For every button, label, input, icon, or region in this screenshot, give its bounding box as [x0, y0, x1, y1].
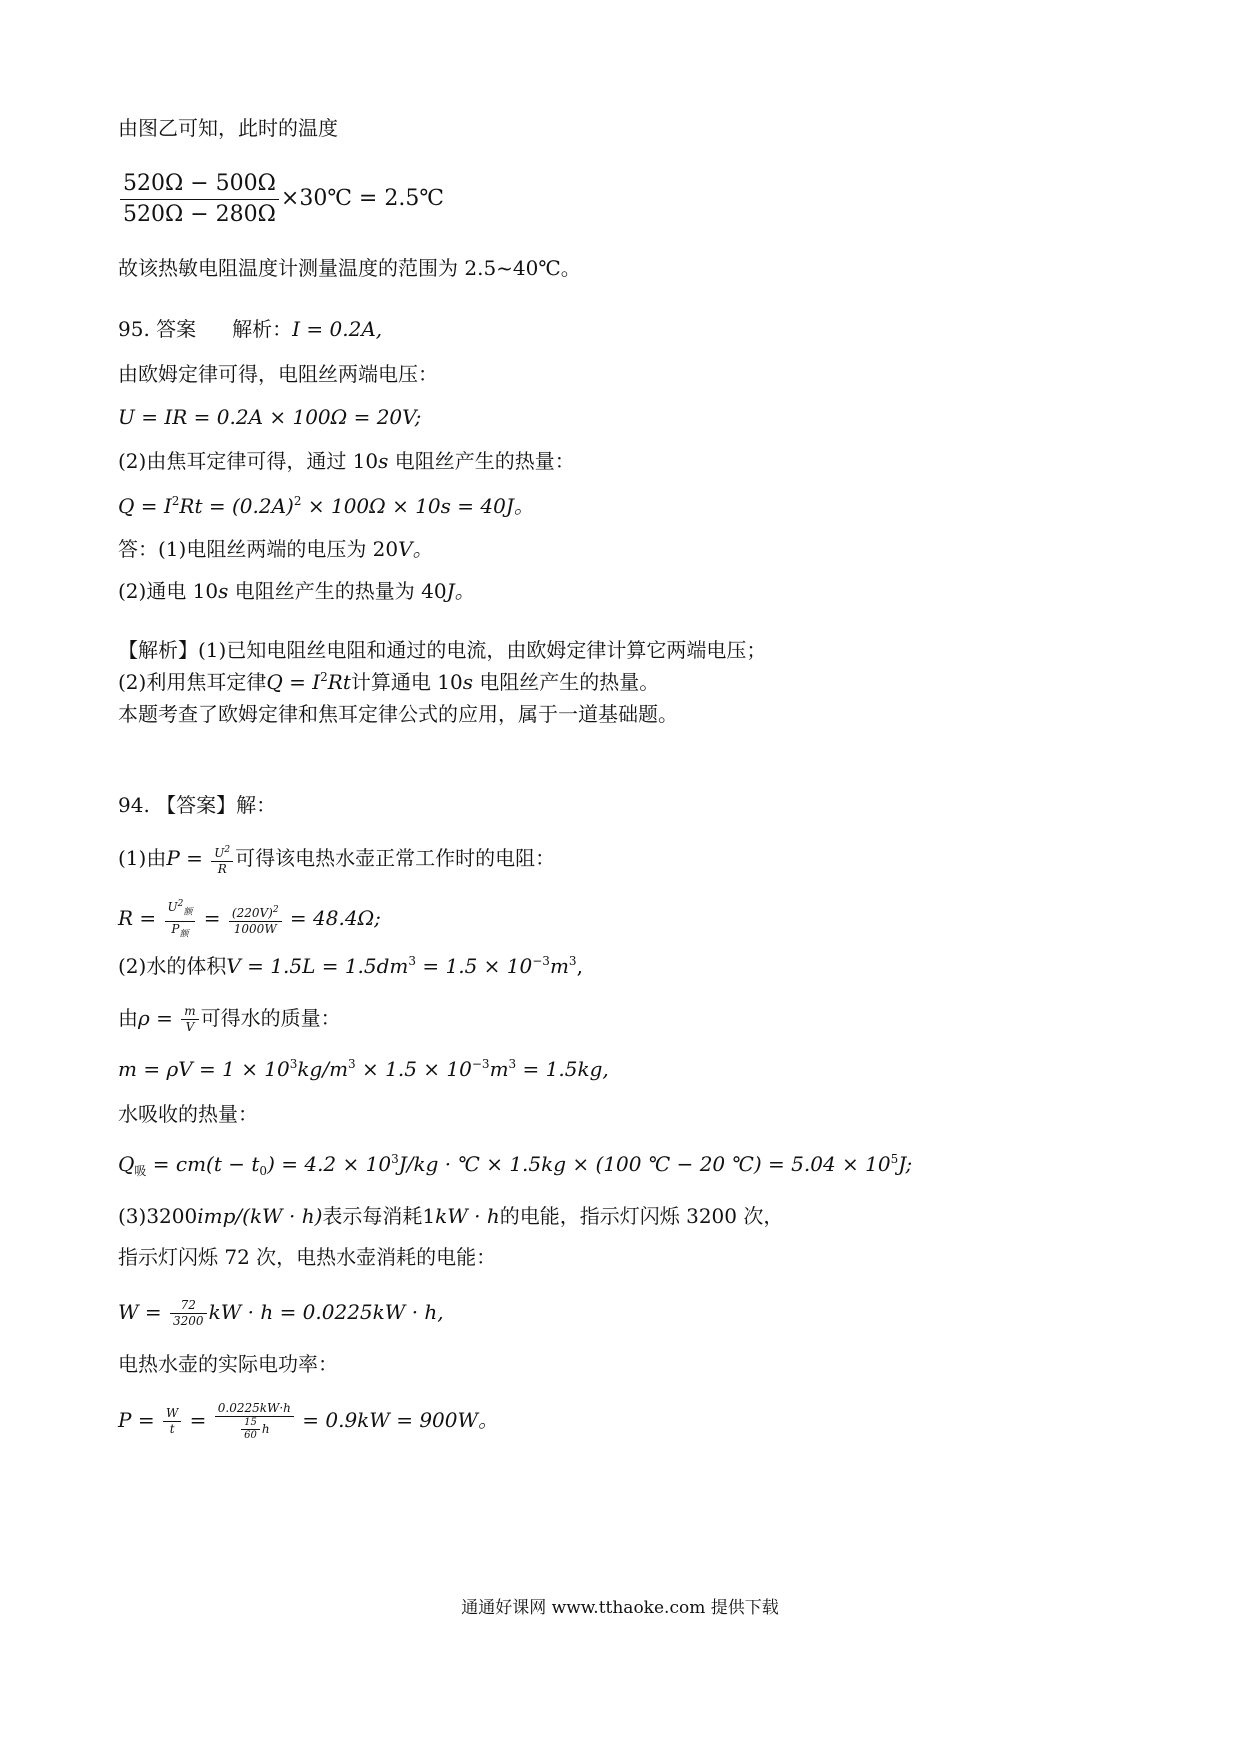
formula: kg/m	[297, 1057, 349, 1081]
text-line	[118, 114, 338, 142]
formula: × 1.5 × 10	[355, 1057, 472, 1081]
fraction	[181, 1004, 198, 1035]
text: (2)利用焦耳定律	[118, 670, 267, 694]
fraction: $\frac{U^2_额}{P_额}$	[165, 897, 196, 942]
formula-result: = 0.9kW = 900W。	[295, 1408, 499, 1432]
formula: Rt	[327, 670, 351, 694]
answer-label: 95. 答案	[118, 317, 197, 341]
text-line	[118, 447, 575, 475]
denominator: R	[217, 861, 227, 876]
numerator: (220V)	[231, 905, 273, 920]
formula: I = 0.2A,	[292, 317, 383, 341]
text: 故该热敏电阻温度计测量温度的范围为 2.5~40℃。	[118, 256, 581, 280]
subscript: 额	[183, 907, 193, 918]
formula: × 100Ω × 10s = 40J。	[301, 494, 534, 518]
denominator: 3200	[173, 1314, 204, 1328]
fraction	[120, 169, 279, 230]
formula-line: R = $\frac{U^2_额}{P_额}$ = $\frac{(220V)^2}{1000W}$ = 48.4Ω;	[118, 893, 381, 943]
text-line	[118, 996, 341, 1040]
text: (2)通电 10	[118, 579, 219, 603]
text: 【解析】(1)已知电阻丝电阻和通过的电流，由欧姆定律计算它两端电压；	[118, 638, 767, 662]
denominator: 520Ω − 280Ω	[123, 202, 276, 227]
question-95-heading	[118, 315, 382, 343]
numerator: m	[181, 1004, 198, 1020]
text: 电阻丝产生的热量。	[479, 670, 660, 694]
unit: s	[218, 579, 229, 603]
fraction	[241, 1417, 260, 1442]
denominator: P	[171, 921, 180, 936]
unit: s	[378, 449, 389, 473]
denominator: t	[169, 1422, 175, 1436]
unit: V。	[398, 537, 433, 561]
text: 水吸收的热量：	[118, 1102, 258, 1126]
formula: Rt = (0.2A)	[179, 494, 294, 518]
text: 表示每消耗1	[322, 1204, 436, 1228]
text: 计算通电 10	[350, 670, 463, 694]
text-line	[118, 254, 581, 282]
text-line: (2)水的体积$V = 1.5L = 1.5dm^3 = 1.5 \times 10^{-3}m^3$,	[118, 954, 583, 978]
formula: imp/(kW · h)	[197, 1204, 323, 1228]
formula: ρ =	[138, 1006, 180, 1030]
exponent: −3	[532, 954, 550, 968]
unit: h	[261, 1422, 270, 1436]
unit: s	[462, 670, 473, 694]
formula-result: ×30℃ = 2.5℃	[280, 186, 444, 211]
text: 答：(1)电阻丝两端的电压为 20	[118, 537, 399, 561]
formula: W =	[118, 1300, 169, 1324]
numerator: U	[167, 900, 178, 915]
formula: P =	[166, 846, 210, 870]
denominator: 60	[244, 1430, 257, 1441]
text: (2)由焦耳定律可得，通过 10	[118, 449, 379, 473]
formula-temperature	[118, 168, 444, 230]
formula: = cm(t − t	[146, 1152, 260, 1176]
footer-watermark: 通通好课网 www.tthaoke.com 提供下载	[461, 1598, 779, 1618]
numerator: 72	[170, 1298, 207, 1314]
formula: m	[549, 954, 569, 978]
formula-line	[118, 1290, 444, 1334]
formula: U = IR = 0.2A × 100Ω = 20V;	[118, 405, 422, 429]
text-line	[118, 535, 433, 563]
text-line	[118, 1202, 783, 1230]
unit: J。	[446, 579, 475, 603]
formula-line: P = $\frac{W}{t}$ = 0.0225kW·h $\frac{15}{60}$ h = 0.9kW = 900W。	[118, 1401, 499, 1441]
text-line	[118, 836, 555, 880]
fraction: $\frac{(220V)^2}{1000W}$	[229, 903, 282, 937]
formula-result: = 48.4Ω;	[283, 906, 381, 930]
text: (3)3200	[118, 1204, 198, 1228]
text: 可得水的质量：	[200, 1006, 341, 1030]
text: 电热水壶的实际电功率：	[118, 1352, 338, 1376]
formula: Q	[118, 1152, 135, 1176]
punctuation: ,	[576, 954, 583, 978]
formula: = 1.5 × 10	[416, 954, 533, 978]
analysis-label: 解析：	[232, 317, 293, 341]
formula: m	[489, 1057, 509, 1081]
text-line	[118, 700, 678, 728]
numerator: 520Ω − 500Ω	[120, 169, 279, 200]
text-line	[118, 1350, 338, 1378]
text-line	[118, 1243, 496, 1271]
formula: m = ρV = 1 × 10	[118, 1057, 290, 1081]
subscript: 吸	[134, 1164, 147, 1178]
text: (1)由	[118, 846, 167, 870]
formula-line: $m = \rho V = 1 \times 10^3kg/m^3 \times 1.5 \times 10^{-3}m^3 = 1.5kg$,	[118, 1057, 609, 1081]
text: 94. 【答案】解：	[118, 793, 277, 817]
numerator: 15	[241, 1417, 260, 1430]
fraction: $\frac{U^2}{R}$	[211, 843, 233, 877]
text: 电阻丝产生的热量：	[394, 449, 575, 473]
formula: Q = I	[266, 670, 321, 694]
text: 本题考查了欧姆定律和焦耳定律公式的应用，属于一道基础题。	[118, 702, 678, 726]
formula: R =	[118, 906, 163, 930]
text: 指示灯闪烁 72 次，电热水壶消耗的电能：	[118, 1245, 497, 1269]
formula-line: $Q = I^2Rt = (0.2A)^2 \times 100\Omega \times 10s = 40J$。	[118, 494, 534, 518]
text-line	[118, 577, 475, 605]
formula-line	[118, 403, 421, 431]
formula-result: kW · h = 0.0225kW · h,	[208, 1300, 444, 1324]
text-line	[118, 360, 438, 388]
formula-line: $Q_吸 = cm(t - t_0) = 4.2 \times 10^3J/kg$ · ℃ × 1.5kg × (100 ℃ − 20 ℃) = $5.04 \times 10^5J$;	[118, 1152, 913, 1178]
fraction	[163, 1406, 181, 1437]
text: (2)水的体积	[118, 954, 227, 978]
formula: V = 1.5L = 1.5dm	[226, 954, 409, 978]
text-line	[118, 1100, 258, 1128]
text-line	[118, 636, 766, 664]
text: 由欧姆定律可得，电阻丝两端电压：	[118, 362, 438, 386]
formula: P =	[118, 1408, 161, 1432]
numerator: U	[214, 845, 225, 860]
text: 由	[118, 1006, 138, 1030]
numerator: 0.0225kW·h	[215, 1401, 294, 1417]
text: 由图乙可知，此时的温度	[118, 116, 338, 140]
denominator: V	[185, 1020, 195, 1034]
subscript: 额	[179, 928, 189, 939]
formula: J;	[898, 1152, 913, 1176]
formula: Q = I	[118, 494, 172, 518]
text-line: (2)利用焦耳定律$Q = I^2Rt$计算通电 10s 电阻丝产生的热量。	[118, 670, 660, 694]
text: 可得该电热水壶正常工作时的电阻：	[235, 846, 556, 870]
question-94-heading	[118, 791, 276, 819]
text: 电阻丝产生的热量为 40	[234, 579, 447, 603]
formula: J/kg · ℃ × 1.5kg × (100 ℃ − 20 ℃) = 5.04 × 10	[398, 1152, 891, 1176]
numerator: W	[163, 1406, 181, 1422]
formula: kW · h	[435, 1204, 500, 1228]
fraction	[215, 1401, 294, 1442]
text: 的电能，指示灯闪烁 3200 次，	[499, 1204, 784, 1228]
formula: = 1.5kg,	[516, 1057, 609, 1081]
denominator: 1000W	[233, 921, 277, 936]
fraction	[170, 1298, 207, 1329]
formula: ) = 4.2 × 10	[267, 1152, 392, 1176]
